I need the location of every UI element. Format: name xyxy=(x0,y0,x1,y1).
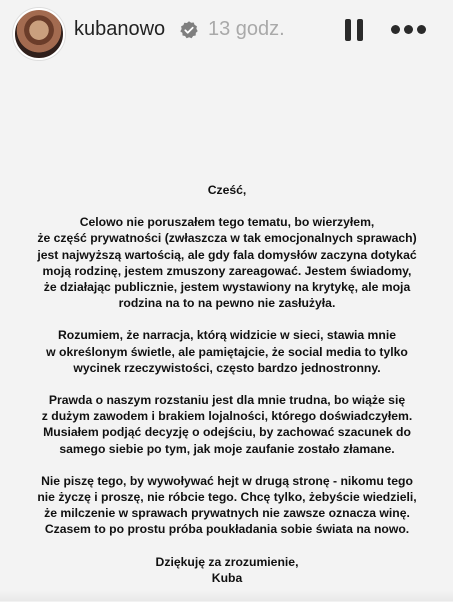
story-letter xyxy=(22,182,432,602)
text-line: Celowo nie poruszałem tego tematu, bo wierzyłem, xyxy=(79,215,375,230)
closing-line: Dziękuję za zrozumienie, xyxy=(155,554,299,569)
text-line: moją rodzinę, jestem zmuszony zareagować. Jestem świadomy, xyxy=(42,263,412,278)
story-header xyxy=(0,0,453,62)
text-line: samego siebie po tym, jak moje zaufanie zostało złamane. xyxy=(59,441,395,456)
paragraph-1 xyxy=(22,214,432,311)
signature: Kuba xyxy=(211,570,243,585)
bottom-fade xyxy=(0,591,453,601)
text-line: rodzina na to na pewno nie zasłużyła. xyxy=(118,296,336,311)
text-line: z dużym zawodem i brakiem lojalności, którego doświadczyłem. xyxy=(41,409,413,424)
text-line: Rozumiem, że narracja, którą widzicie w sieci, stawia mnie xyxy=(58,328,396,343)
text-line: Nie piszę tego, by wywoływać hejt w drugą stronę - nikomu tego xyxy=(41,473,413,488)
paragraph-3 xyxy=(22,392,432,457)
verified-badge-icon xyxy=(179,20,199,40)
text-line: Musiałem podjąć decyzję o odejściu, by zachować szacunek do xyxy=(43,425,411,440)
text-line: Czasem to po prostu próba poukładania sobie świata na nowo. xyxy=(44,522,410,537)
more-options-icon[interactable] xyxy=(391,23,427,37)
text-line: jest najwyższą wartością, ale gdy fala domysłów zaczyna dotykać xyxy=(37,247,417,262)
text-line: nie życzę i proszę, nie róbcie tego. Chcę tylko, żebyście wiedzieli, xyxy=(37,490,417,505)
text-line: Prawda o naszym rozstaniu jest dla mnie trudna, bo wiąże się xyxy=(48,393,406,408)
closing xyxy=(22,554,432,586)
paragraph-2 xyxy=(22,327,432,376)
pause-icon[interactable] xyxy=(345,19,363,41)
username[interactable]: kubanowo xyxy=(74,18,166,40)
text-line: wycinek rzeczywistości, często bardzo jednostronny. xyxy=(73,360,381,375)
text-line: że działając publicznie, jestem wystawiony na krytykę, ale moja xyxy=(43,280,411,295)
story-time: 13 godz. xyxy=(208,18,285,40)
text-line: że milczenie w sprawach prywatnych nie zawsze oznacza winę. xyxy=(44,506,410,521)
greeting-line: Cześć, xyxy=(207,183,247,197)
paragraph-4 xyxy=(22,473,432,538)
text-line: że część prywatności (zwłaszcza w tak emocjonalnych sprawach) xyxy=(37,231,417,246)
greeting xyxy=(22,182,432,198)
text-line: w określonym świetle, ale pamiętajcie, że social media to tylko xyxy=(46,344,408,359)
avatar[interactable] xyxy=(13,8,65,60)
